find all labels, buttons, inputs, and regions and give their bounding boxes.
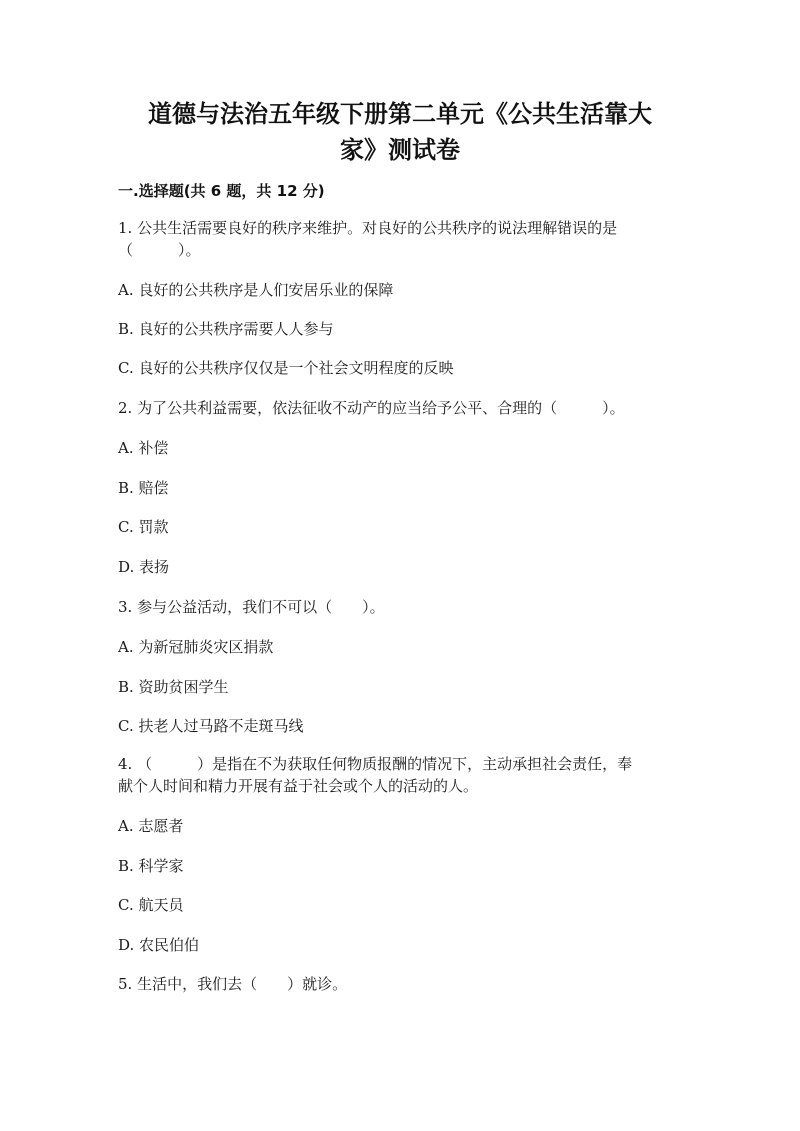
section-heading: 一.选择题(共 6 题，共 12 分)	[118, 182, 325, 200]
question-1-stem-cont: （ ）。	[118, 241, 201, 259]
title-line-2: 家》测试卷	[340, 136, 460, 164]
question-2-option-b: B. 赔偿	[118, 479, 169, 497]
question-4-option-d: D. 农民伯伯	[118, 936, 200, 954]
question-3-option-b: B. 资助贫困学生	[118, 678, 229, 696]
question-2-option-c: C. 罚款	[118, 518, 169, 536]
question-2-stem: 2. 为了公共利益需要，依法征收不动产的应当给予公平、合理的（ ）。	[118, 399, 625, 417]
exam-title	[100, 96, 700, 168]
question-1-option-b: B. 良好的公共秩序需要人人参与	[118, 320, 334, 338]
question-3-stem: 3. 参与公益活动，我们不可以（ ）。	[118, 598, 385, 616]
question-1-option-a: A. 良好的公共秩序是人们安居乐业的保障	[118, 281, 394, 299]
question-4-stem: 4. （ ）是指在不为获取任何物质报酬的情况下，主动承担社会责任，奉	[118, 755, 633, 773]
question-2-option-d: D. 表扬	[118, 558, 170, 576]
question-4-option-c: C. 航天员	[118, 896, 184, 914]
question-1-stem: 1. 公共生活需要良好的秩序来维护。对良好的公共秩序的说法理解错误的是	[118, 219, 618, 237]
question-2-option-a: A. 补偿	[118, 439, 169, 457]
question-3-option-a: A. 为新冠肺炎灾区捐款	[118, 638, 274, 656]
question-5-stem: 5. 生活中，我们去（ ）就诊。	[118, 975, 348, 993]
question-1-option-c: C. 良好的公共秩序仅仅是一个社会文明程度的反映	[118, 359, 454, 377]
question-3-option-c: C. 扶老人过马路不走斑马线	[118, 717, 304, 735]
question-4-option-b: B. 科学家	[118, 857, 184, 875]
question-4-option-a: A. 志愿者	[118, 817, 184, 835]
title-line-1: 道德与法治五年级下册第二单元《公共生活靠大	[148, 100, 652, 128]
question-4-stem-cont: 献个人时间和精力开展有益于社会或个人的活动的人。	[118, 777, 479, 795]
